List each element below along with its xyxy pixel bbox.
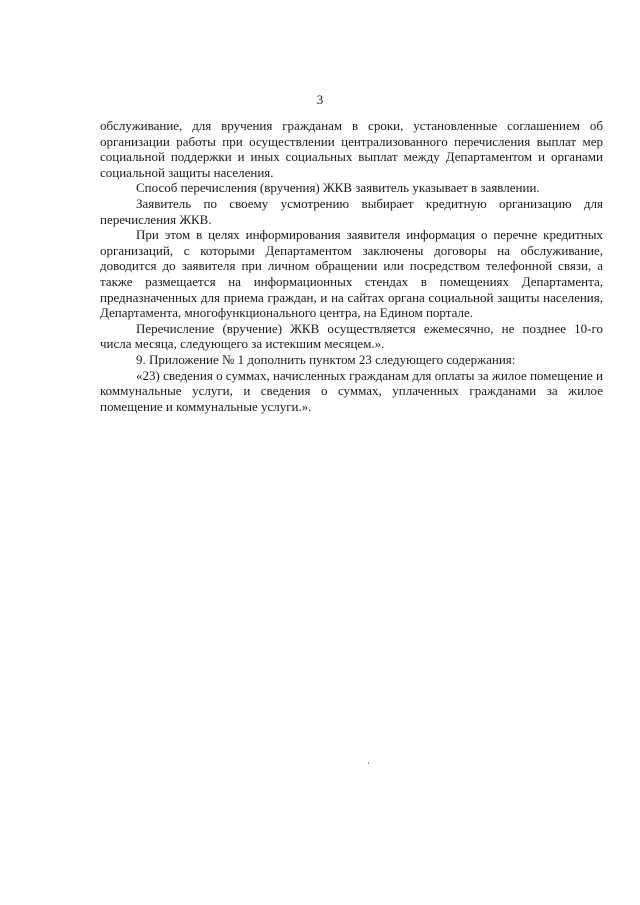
paragraph-informing-applicant: При этом в целях информирования заявителя информация о перечне кредитных организаций, с которыми Департаментом заключены договоры на обслуживание, доводится до заявителя при личном обращении или посредством телефонной связи, а также размещается на информационных стендах в помещениях Департамента, предназначенных для приема граждан, и на сайтах органа социальной защиты населения, Департамента, многофункционального центра, на Едином портале. — [100, 227, 603, 321]
scan-speck — [368, 762, 369, 764]
paragraph-payment-method: Способ перечисления (вручения) ЖКВ заявитель указывает в заявлении. — [136, 180, 540, 196]
paragraph-item-23-text: «23) сведения о суммах, начисленных гражданам для оплаты за жилое помещение и коммунальные услуги, и сведения о суммах, уплаченных гражданами за жилое помещение и коммунальные услуги.». — [100, 367, 603, 414]
paragraph-monthly-transfer: Перечисление (вручение) ЖКВ осуществляется ежемесячно, не позднее 10-го числа месяца, следующего за истекшим месяцем.». — [100, 320, 603, 352]
paragraph-credit-organization-choice: Заявитель по своему усмотрению выбирает кредитную организацию для перечисления ЖКВ. — [100, 195, 603, 227]
document-body — [100, 118, 603, 414]
paragraph-amendment-item-9: 9. Приложение № 1 дополнить пунктом 23 следующего содержания: — [136, 351, 516, 367]
paragraph-continuation: обслуживание, для вручения гражданам в сроки, установленные соглашением об организации работы при осуществлении централизованного перечисления выплат мер социальной поддержки и иных социальных выплат между Департаментом и органами социальной защиты населения. — [100, 118, 603, 180]
page-number: 3 — [316, 92, 324, 107]
